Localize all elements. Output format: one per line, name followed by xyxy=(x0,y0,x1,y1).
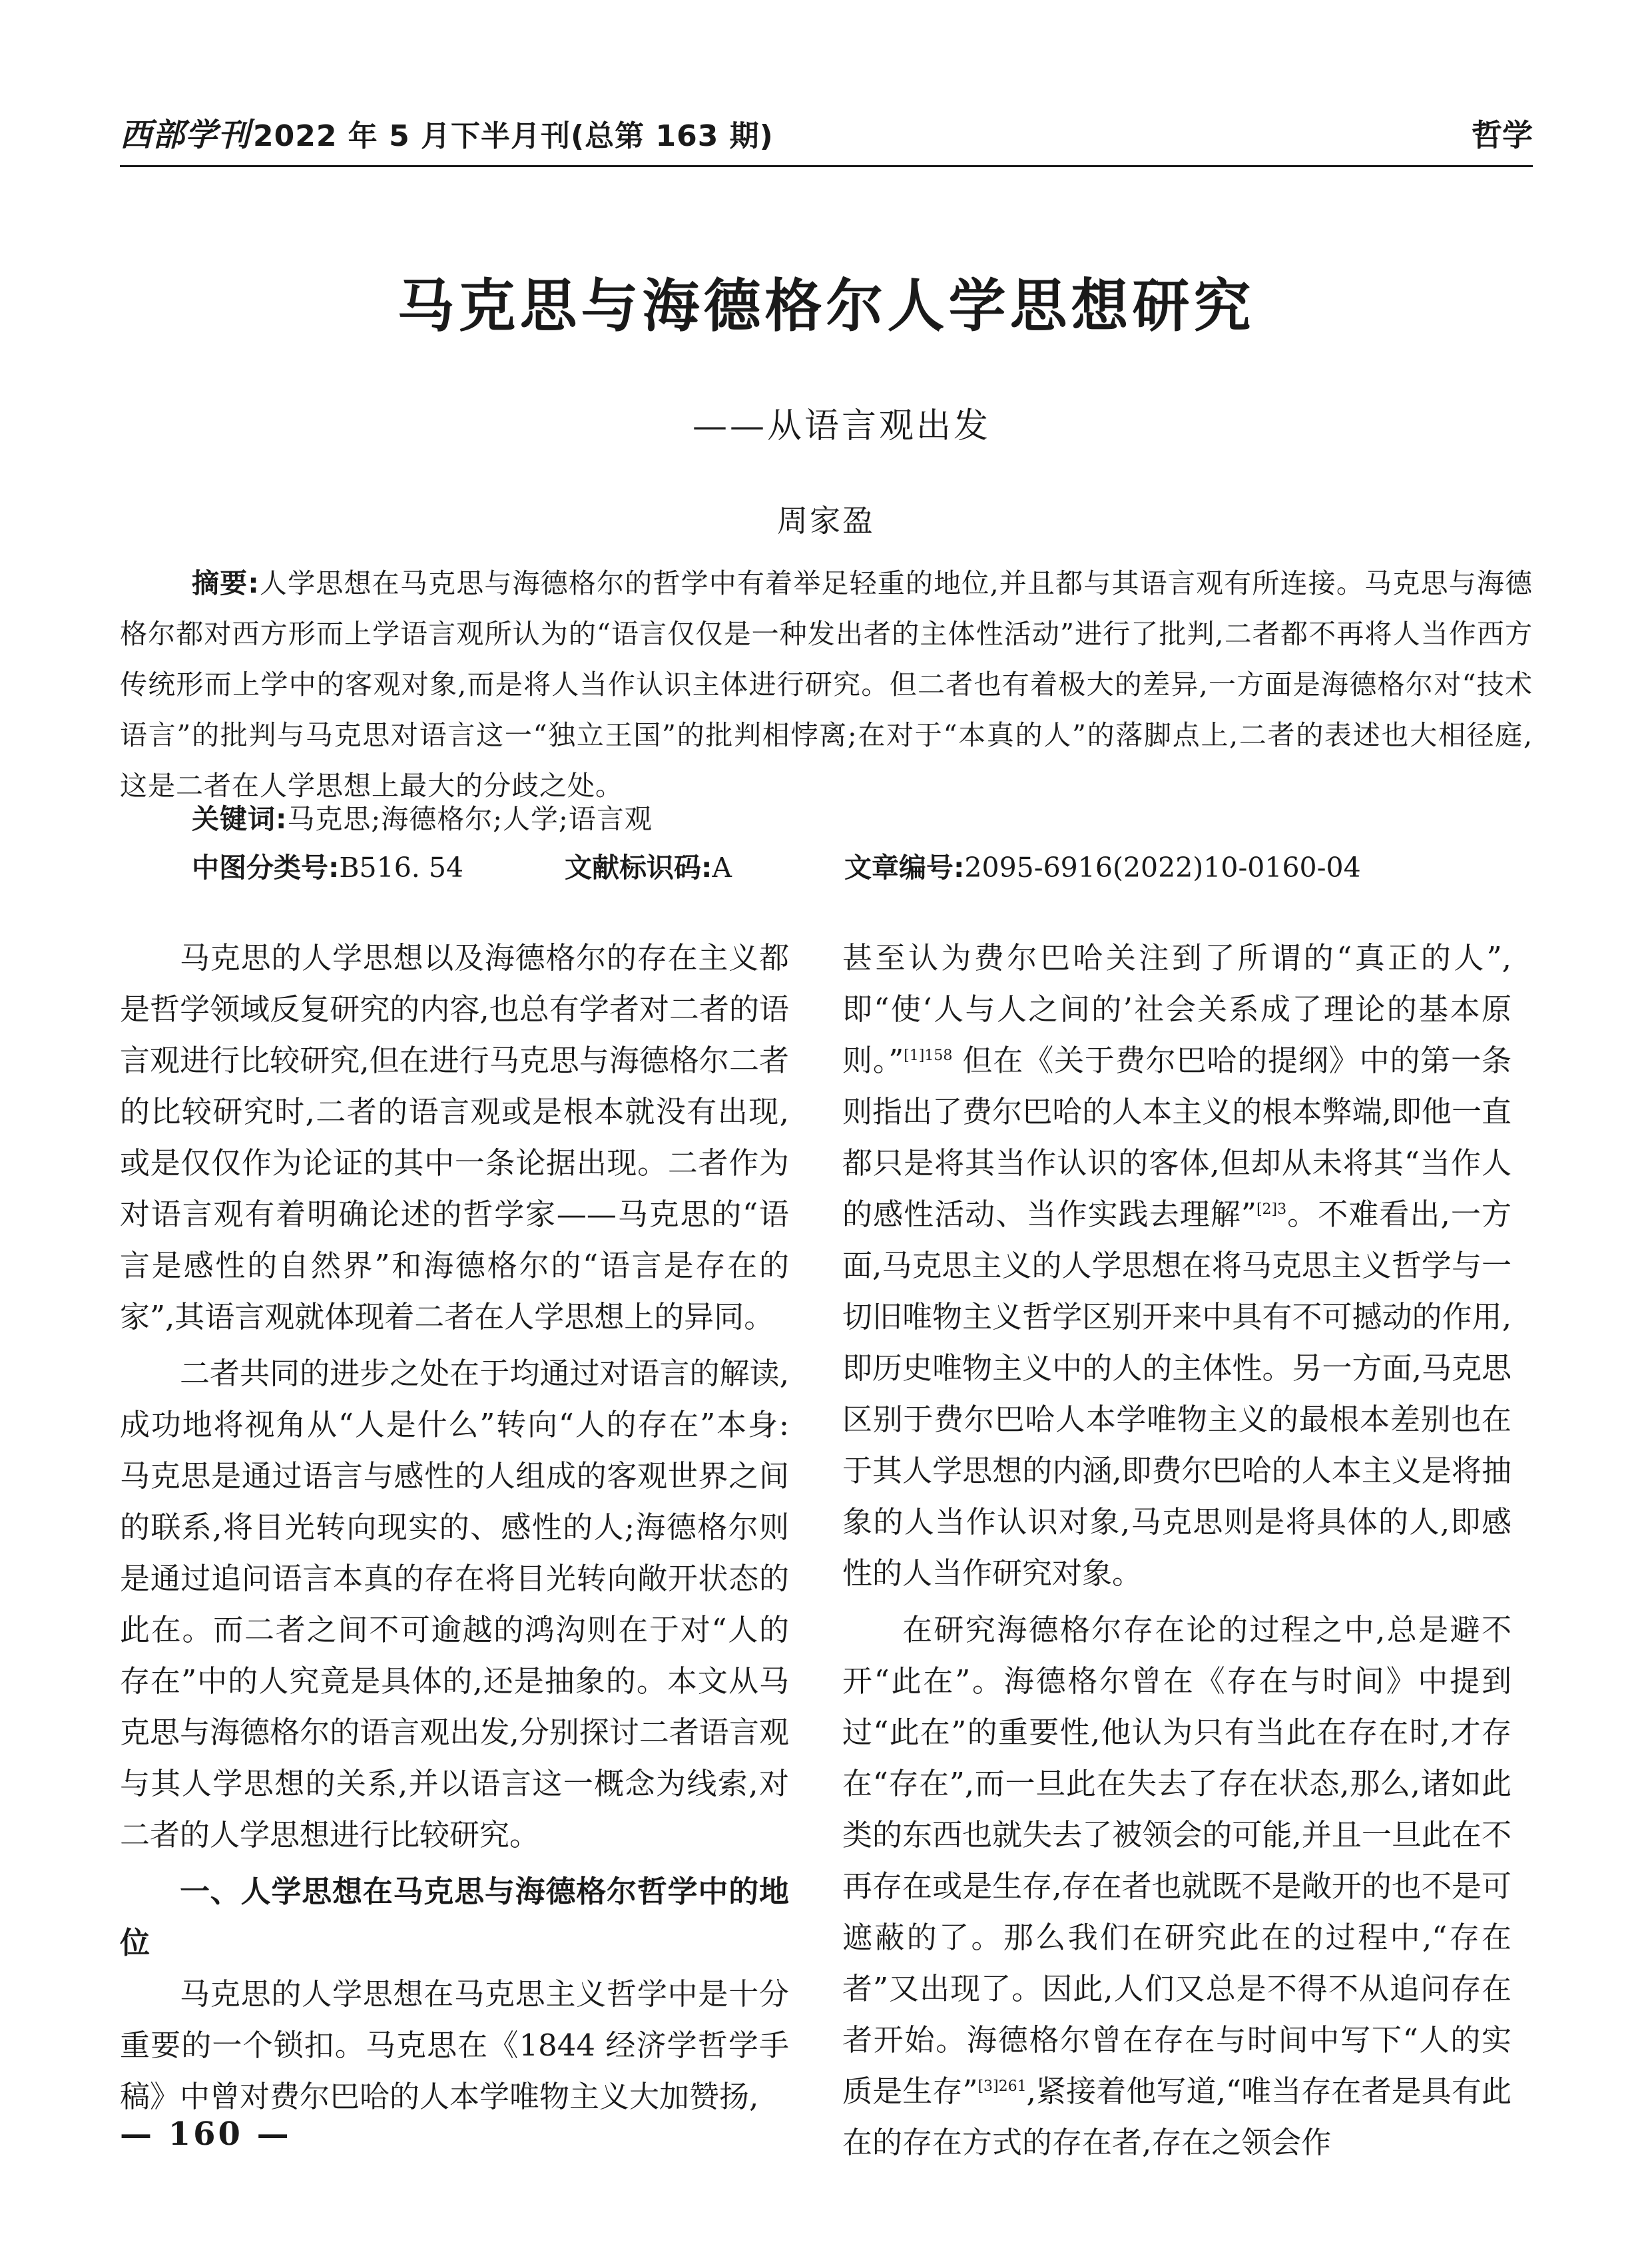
article-title: 马克思与海德格尔人学思想研究 xyxy=(397,272,1255,340)
keywords-text: 马克思;海德格尔;人学;语言观 xyxy=(287,803,653,835)
article-number-value: 2095-6916(2022)10-0160-04 xyxy=(964,852,1361,884)
text-run: 。不难看出,一方面,马克思主义的人学思想在将马克思主义哲学与一切旧唯物主义哲学区别开来中具有不可撼动的作用,即历史唯物主义中的人的主体性。另一方面,马克思区别于费尔巴哈人本学唯物主义的最根本差别也在于其人学思想的内涵,即费尔巴哈的人本主义是将抽象的人当作认识对象,马克思则是将具体的人,即感性的人当作研究对象。 xyxy=(842,1197,1512,1591)
author: 周家盈 xyxy=(777,503,875,539)
issue-text: 2022 年 5 月下半月刊(总第 163 期) xyxy=(253,119,774,153)
article-number-label: 文章编号: xyxy=(844,852,965,884)
running-header xyxy=(120,112,1533,158)
journal-issue xyxy=(120,112,774,160)
clc-label: 中图分类号: xyxy=(192,852,340,884)
keywords xyxy=(192,796,653,842)
clc-code xyxy=(192,844,463,891)
header-rule xyxy=(120,165,1533,167)
doc-value: A xyxy=(712,852,732,884)
citation: [1]158 xyxy=(904,1047,953,1064)
doc-label: 文献标识码: xyxy=(565,852,712,884)
keywords-label: 关键词: xyxy=(192,803,288,835)
citation: [2]3 xyxy=(1256,1201,1287,1218)
paragraph xyxy=(842,1604,1512,2168)
section-label: 哲学 xyxy=(1472,117,1533,153)
abstract-label: 摘要: xyxy=(192,567,260,599)
text-run: ,紧接着他写道,“唯当存在者是具有此在的存在方式的存在者,存在之领会作 xyxy=(842,2074,1512,2160)
paragraph: 马克思的人学思想以及海德格尔的存在主义都是哲学领域反复研究的内容,也总有学者对二者的语言观进行比较研究,但在进行马克思与海德格尔二者的比较研究时,二者的语言观或是根本就没有出现,或是仅仅作为论证的其中一条论据出现。二者作为对语言观有着明确论述的哲学家——马克思的“语言是感性的自然界”和海德格尔的“语言是存在的家”,其语言观就体现着二者在人学思想上的异同。 xyxy=(120,940,789,1334)
clc-value: B516. 54 xyxy=(339,852,464,884)
text-run: 在研究海德格尔存在论的过程之中,总是避不开“此在”。海德格尔曾在《存在与时间》中提到过“此在”的重要性,他认为只有当此在存在时,才存在“存在”,而一旦此在失去了存在状态,那么,诸如此类的东西也就失去了被领会的可能,并且一旦此在不再存在或是生存,存在者也就既不是敞开的也不是可遮蔽的了。那么我们在研究此在的过程中,“存在者”又出现了。因此,人们又总是不得不从追问存在者开始。海德格尔曾在存在与时间中写下“人的实质是生存” xyxy=(842,1612,1512,2109)
classification-line xyxy=(192,844,1533,891)
doc-code xyxy=(565,844,732,891)
paragraph xyxy=(842,932,1512,1599)
article-number xyxy=(844,844,1361,891)
left-column xyxy=(120,932,789,2127)
paragraph: 马克思的人学思想在马克思主义哲学中是十分重要的一个锁扣。马克思在《1844 经济学哲学手稿》中曾对费尔巴哈的人本学唯物主义大加赞扬, xyxy=(120,1976,789,2114)
right-column xyxy=(842,932,1512,2173)
journal-logo: 西部学刊 xyxy=(120,117,251,154)
text-run: 但在《关于费尔巴哈的提纲》中的第一条则指出了费尔巴哈的人本主义的根本弊端,即他一直都只是将其当作认识的客体,但却从未将其“当作人的感性活动、当作实践去理解” xyxy=(842,1043,1512,1232)
article-subtitle: ——从语言观出发 xyxy=(692,406,991,446)
page-number: — 160 — xyxy=(120,2115,292,2153)
paragraph: 二者共同的进步之处在于均通过对语言的解读,成功地将视角从“人是什么”转向“人的存在”本身:马克思是通过语言与感性的人组成的客观世界之间的联系,将目光转向现实的、感性的人;海德格尔则是通过追问语言本真的存在将目光转向敞开状态的此在。而二者之间不可逾越的鸿沟则在于对“人的存在”中的人究竟是具体的,还是抽象的。本文从马克思与海德格尔的语言观出发,分别探讨二者语言观与其人学思想的关系,并以语言这一概念为线索,对二者的人学思想进行比较研究。 xyxy=(120,1356,789,1852)
text-run: 甚至认为费尔巴哈关注到了所谓的“真正的人”,即“使‘人与人之间的’社会关系成了理论的基本原则。” xyxy=(842,940,1512,1078)
section-heading: 一、人学思想在马克思与海德格尔哲学中的地位 xyxy=(120,1874,789,1960)
abstract-text: 人学思想在马克思与海德格尔的哲学中有着举足轻重的地位,并且都与其语言观有所连接。马克思与海德格尔都对西方形而上学语言观所认为的“语言仅仅是一种发出者的主体性活动”进行了批判,二者都不再将人当作西方传统形而上学中的客观对象,而是将人当作认识主体进行研究。但二者也有着极大的差异,一方面是海德格尔对“技术语言”的批判与马克思对语言这一“独立王国”的批判相悖离;在对于“本真的人”的落脚点上,二者的表述也大相径庭,这是二者在人学思想上最大的分歧之处。 xyxy=(120,567,1533,802)
citation: [3]261 xyxy=(977,2078,1027,2095)
abstract xyxy=(120,558,1533,811)
